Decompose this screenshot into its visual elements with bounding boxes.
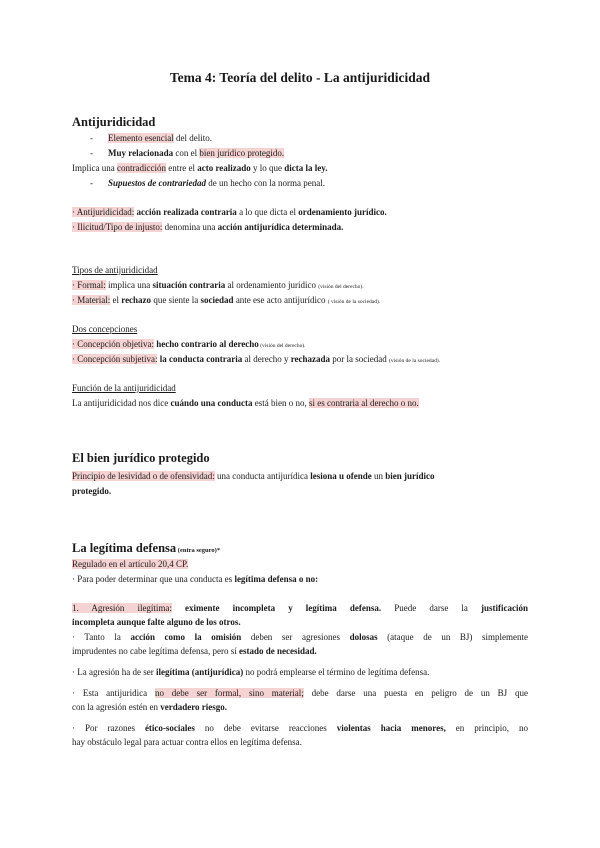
menores-line1: · Por razones ético-sociales no debe evitarse reacciones violentas hacia menores, en principio, no xyxy=(72,723,529,733)
formal-material-line2: con la agresión estén en verdadero riesgo. xyxy=(72,702,228,712)
definition-antijuridicidad: · Antijuridicidad: acción realizada contraria a lo que dicta el ordenamiento jurídico. xyxy=(72,207,387,217)
definition-ilicitud: · Ilicitud/Tipo de injusto: denomina una acción antijurídica determinada. xyxy=(72,222,344,232)
tipos-heading: Tipos de antijuridicidad xyxy=(72,265,158,275)
concepcion-objetiva: · Concepción objetiva: hecho contrario al derecho (visión del derecho). xyxy=(72,339,306,349)
tipo-material: · Material: el rechazo que siente la sociedad ante ese acto antijurídico ( visión de la sociedad). xyxy=(72,295,381,305)
section-heading-antijuridicidad: Antijuridicidad xyxy=(72,115,156,129)
agresion-ilegitima-antijuridica: · La agresión ha de ser ilegítima (antijurídica) no podrá emplearse el término de legítima defensa. xyxy=(72,667,430,677)
bullet-supuestos: - Supuestos de contrariedad de un hecho con la norma penal. xyxy=(90,178,325,188)
menores-line2: hay obstáculo legal para actuar contra ellos en legítima defensa. xyxy=(72,737,302,747)
accion-omision-line2: imprudentes no cabe legítima defensa, pero sí estado de necesidad. xyxy=(72,646,317,656)
implies-line: Implica una contradicción entre el acto realizado y lo que dicta la ley. xyxy=(72,163,328,173)
page-title: Tema 4: Teoría del delito - La antijuridicidad xyxy=(169,70,431,85)
funcion-heading: Función de la antijuridicidad xyxy=(72,383,176,393)
concepcion-subjetiva: · Concepción subjetiva: la conducta contraria al derecho y rechazada por la sociedad (visión de la sociedad). xyxy=(72,354,441,364)
section-heading-legitima-defensa: La legítima defensa (entra seguro)* xyxy=(72,541,221,555)
determinar-line: · Para poder determinar que una conducta es legítima defensa o no: xyxy=(72,574,319,584)
formal-material-line1: · Esta antijuridica no debe ser formal, sino material; debe darse una puesta en peligro de un BJ que xyxy=(72,688,528,698)
principio-lesividad: Principio de lesividad o de ofensividad: una conducta antijurídica lesiona u ofende un bien jurídico xyxy=(72,471,435,481)
tipo-formal: · Formal: implica una situación contraria al ordenamiento jurídico (visión del derecho). xyxy=(72,280,364,290)
agresion-ilegitima-line2: incompleta aunque falte alguno de los otros. xyxy=(72,617,241,627)
bullet-muy-relacionada: - Muy relacionada con el bien jurídico protegido. xyxy=(90,148,285,158)
principio-lesividad-cont: protegido. xyxy=(72,486,112,496)
section-heading-bien-juridico: El bien jurídico protegido xyxy=(72,451,210,465)
regulado-line: Regulado en el artículo 20,4 CP. xyxy=(72,559,189,569)
bullet-elemento-esencial: - Elemento esencial del delito. xyxy=(90,133,212,143)
accion-omision-line1: · Tanto la acción como la omisión deben ser agresiones dolosas (ataque de un BJ) simplemente xyxy=(72,632,528,642)
funcion-text: La antijuridicidad nos dice cuándo una conducta está bien o no, si es contraria al derecho o no. xyxy=(72,398,419,408)
agresion-ilegitima-line1: 1. Agresión ilegítima: eximente incompleta y legítima defensa. Puede darse la justificación xyxy=(72,603,529,613)
concepciones-heading: Dos concepciones xyxy=(72,324,138,334)
